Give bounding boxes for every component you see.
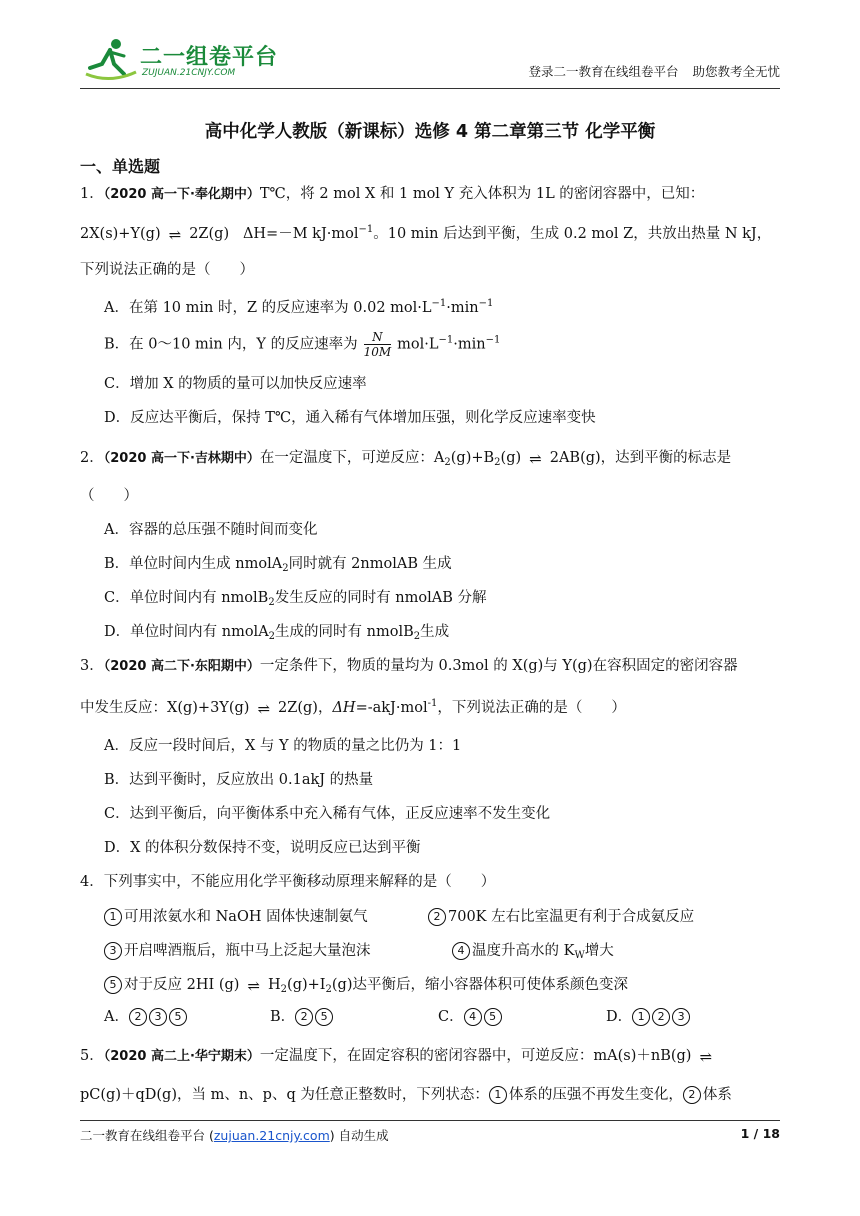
question-text: 一定温度下，在固定容积的密闭容器中，可逆反应：mA(s)＋nB(g)	[259, 1048, 692, 1064]
superscript: −1	[431, 298, 447, 309]
option-text: ·min	[446, 300, 479, 316]
logo-subtext: ZUJUAN.21CNJY.COM	[142, 68, 236, 78]
option-letter: D．	[606, 1009, 633, 1025]
question-source: （2020 高二下·东阳期中）	[103, 659, 260, 674]
question-text: 。10 min 后达到平衡，生成 0.2 mol Z，共放出热量 N kJ，	[373, 226, 772, 242]
option-text: C．单位时间内有 nmolB	[104, 590, 269, 606]
statement-text: H	[268, 977, 281, 993]
question-text: 体系的压强不再发生变化，	[508, 1087, 683, 1103]
page-number: 1 / 18	[740, 1126, 780, 1141]
option-1a[interactable]	[104, 298, 493, 317]
circled-number: 1	[632, 1008, 650, 1026]
logo	[80, 34, 300, 84]
statement-text: 可用浓氨水和 NaOH 固体快速制氨气	[124, 909, 368, 925]
equilibrium-arrow-icon: ⇌	[529, 450, 542, 468]
circled-number: 2	[428, 908, 446, 926]
option-2b[interactable]	[104, 556, 452, 575]
question-text: 中发生反应：X(g)+3Y(g)	[80, 700, 250, 716]
circled-number: 2	[295, 1008, 313, 1026]
footer-source	[80, 1126, 389, 1144]
question-text: 下列事实中，不能应用化学平衡移动原理来解释的是（ ）	[103, 874, 496, 890]
option-text: D．单位时间内有 nmolA	[104, 624, 269, 640]
subscript: 2	[268, 631, 276, 642]
circled-number: 3	[672, 1008, 690, 1026]
statement-text: 700K 左右比室温更有利于合成氨反应	[448, 909, 695, 925]
question-source: （2020 高一下·奉化期中）	[103, 187, 260, 202]
question-1-reaction	[80, 224, 771, 244]
statement-text: 温度升高水的 K	[472, 943, 575, 959]
footer-text: 二一教育在线组卷平台 (	[80, 1128, 214, 1143]
option-letter: B．	[270, 1009, 296, 1025]
option-2a[interactable]: A．容器的总压强不随时间而变化	[104, 522, 318, 538]
circled-number: 3	[149, 1008, 167, 1026]
circled-number: 2	[129, 1008, 147, 1026]
circled-number: 5	[484, 1008, 502, 1026]
question-text: =-akJ·mol	[355, 700, 428, 716]
option-4b[interactable]	[270, 1008, 335, 1026]
statement-3	[104, 942, 371, 960]
circled-number: 5	[169, 1008, 187, 1026]
question-number: 1．	[80, 186, 104, 202]
circled-number: 5	[315, 1008, 333, 1026]
circled-number: 2	[683, 1086, 701, 1104]
question-text: 一定条件下，物质的量均为 0.3mol 的 X(g)与 Y(g)在容积固定的密闭容器	[259, 658, 738, 674]
equilibrium-arrow-icon: ⇌	[257, 700, 271, 718]
footer-link[interactable]: zujuan.21cnjy.com	[213, 1128, 330, 1143]
logo-text: 二一组卷平台	[140, 45, 279, 70]
option-2c[interactable]	[104, 590, 487, 609]
question-text: (g)	[500, 450, 522, 466]
enthalpy: ΔH=－M kJ·mol	[242, 226, 359, 242]
option-text: 生成	[420, 624, 450, 640]
circled-number: 5	[104, 976, 122, 994]
superscript: -1	[427, 698, 438, 709]
option-text: A．在第 10 min 时，Z 的反应速率为 0.02 mol·L	[104, 300, 432, 316]
header-slogan	[528, 62, 780, 80]
question-1-stem	[80, 186, 704, 203]
option-4a[interactable]	[104, 1008, 189, 1026]
option-4c[interactable]	[438, 1008, 504, 1026]
question-source: （2020 高二上·华宁期末）	[103, 1049, 260, 1064]
equilibrium-arrow-icon: ⇌	[247, 977, 260, 995]
page-header	[80, 30, 780, 90]
option-text: mol·L	[397, 336, 439, 353]
statement-text: (g)+I	[287, 977, 326, 993]
statement-4	[452, 942, 614, 962]
subscript: W	[574, 950, 585, 961]
question-text: (g)+B	[450, 450, 495, 466]
equilibrium-arrow-icon: ⇌	[699, 1048, 713, 1066]
subscript: 2	[268, 597, 275, 608]
question-number: 4．	[80, 874, 104, 890]
question-4-stem	[80, 874, 495, 891]
statement-text: (g)达平衡后，缩小容器体积可使体系颜色变深	[331, 977, 628, 993]
circled-number: 1	[104, 908, 122, 926]
question-3-reaction	[80, 698, 626, 718]
statement-text: 对于反应 2HI (g)	[124, 977, 240, 993]
superscript: −1	[485, 334, 501, 346]
fraction	[364, 330, 392, 359]
statement-1	[104, 908, 368, 926]
statement-text: 增大	[584, 943, 614, 959]
question-source: （2020 高一下·吉林期中）	[103, 451, 260, 466]
statement-5	[104, 976, 628, 996]
statement-2	[428, 908, 694, 926]
question-text: 体系	[702, 1087, 732, 1103]
header-tagline: 助您教考全无忧	[692, 64, 780, 79]
header-login-text[interactable]: 登录二一教育在线组卷平台	[528, 64, 679, 79]
runner-logo-icon	[80, 34, 140, 84]
option-1d[interactable]: D．反应达平衡后，保持 T℃，通入稀有气体增加压强，则化学反应速率变快	[104, 410, 596, 426]
question-number: 5．	[80, 1048, 104, 1064]
header-divider	[80, 88, 780, 89]
statement-text: 开启啤酒瓶后，瓶中马上泛起大量泡沫	[124, 943, 371, 959]
option-2d[interactable]	[104, 624, 449, 643]
circled-number: 4	[452, 942, 470, 960]
option-3c[interactable]: C．达到平衡后，向平衡体系中充入稀有气体，正反应速率不发生变化	[104, 806, 551, 822]
question-5-stem	[80, 1048, 720, 1066]
question-number: 3．	[80, 658, 104, 674]
question-number: 2．	[80, 450, 104, 466]
section-heading: 一、单选题	[80, 157, 161, 176]
option-3b[interactable]: B．达到平衡时，反应放出 0.1akJ 的热量	[104, 772, 374, 788]
subscript: 2	[280, 984, 288, 995]
reaction-right: 2Z(g)	[189, 226, 230, 242]
reaction-left: 2X(s)+Y(g)	[80, 226, 161, 242]
question-text: 2Z(g)，	[278, 700, 333, 716]
footer-text: ) 自动生成	[329, 1128, 389, 1143]
option-1c[interactable]: C．增加 X 的物质的量可以加快反应速率	[104, 376, 367, 392]
question-text: T℃，将 2 mol X 和 1 mol Y 充入体积为 1L 的密闭容器中，已知：	[259, 186, 705, 202]
question-1-stem-end: 下列说法正确的是（ ）	[80, 262, 254, 278]
fraction-denominator: 10M	[363, 345, 392, 359]
superscript: −1	[478, 298, 494, 309]
question-text: 在一定温度下，可逆反应：A	[259, 450, 445, 466]
option-text: 同时就有 2nmolAB 生成	[288, 556, 452, 572]
circled-number: 2	[652, 1008, 670, 1026]
circled-number: 4	[464, 1008, 482, 1026]
question-text: 2AB(g)，达到平衡的标志是	[549, 450, 732, 466]
document-title: 高中化学人教版（新课标）选修 4 第二章第三节 化学平衡	[204, 122, 656, 142]
option-letter: C．	[438, 1009, 464, 1025]
subscript: 2	[494, 457, 501, 468]
superscript: −1	[358, 224, 374, 235]
fraction-numerator: N	[372, 330, 383, 344]
circled-number: 3	[104, 942, 122, 960]
footer-divider	[80, 1120, 780, 1121]
option-letter: A．	[104, 1009, 129, 1025]
question-text: pC(g)＋qD(g)，当 m、n、p、q 为任意正整数时，下列状态：	[80, 1087, 489, 1103]
circled-number: 1	[489, 1086, 507, 1104]
option-text: 发生反应的同时有 nmolAB 分解	[274, 590, 487, 606]
question-text: ，下列说法正确的是（ ）	[437, 700, 626, 716]
question-2-stem	[80, 450, 731, 469]
question-5-stem-2	[80, 1086, 732, 1104]
option-text: B．在 0～10 min 内，Y 的反应速率为	[104, 336, 358, 353]
equilibrium-arrow-icon: ⇌	[168, 226, 182, 244]
subscript: 2	[325, 984, 332, 995]
option-3d[interactable]: D．X 的体积分数保持不变，说明反应已达到平衡	[104, 840, 421, 856]
option-text: ·min	[453, 336, 486, 353]
option-text: B．单位时间内生成 nmolA	[104, 556, 283, 572]
option-4d[interactable]	[606, 1008, 692, 1026]
enthalpy: ΔH	[332, 700, 356, 716]
option-text: 生成的同时有 nmolB	[275, 624, 414, 640]
superscript: −1	[438, 334, 454, 346]
question-3-stem	[80, 658, 738, 675]
question-2-bracket: （ ）	[80, 488, 138, 504]
subscript: 2	[413, 631, 421, 642]
option-3a[interactable]: A．反应一段时间后，X 与 Y 的物质的量之比仍为 1：1	[104, 738, 462, 754]
subscript: 2	[282, 563, 289, 574]
subscript: 2	[444, 457, 451, 468]
option-1b[interactable]	[104, 330, 500, 359]
